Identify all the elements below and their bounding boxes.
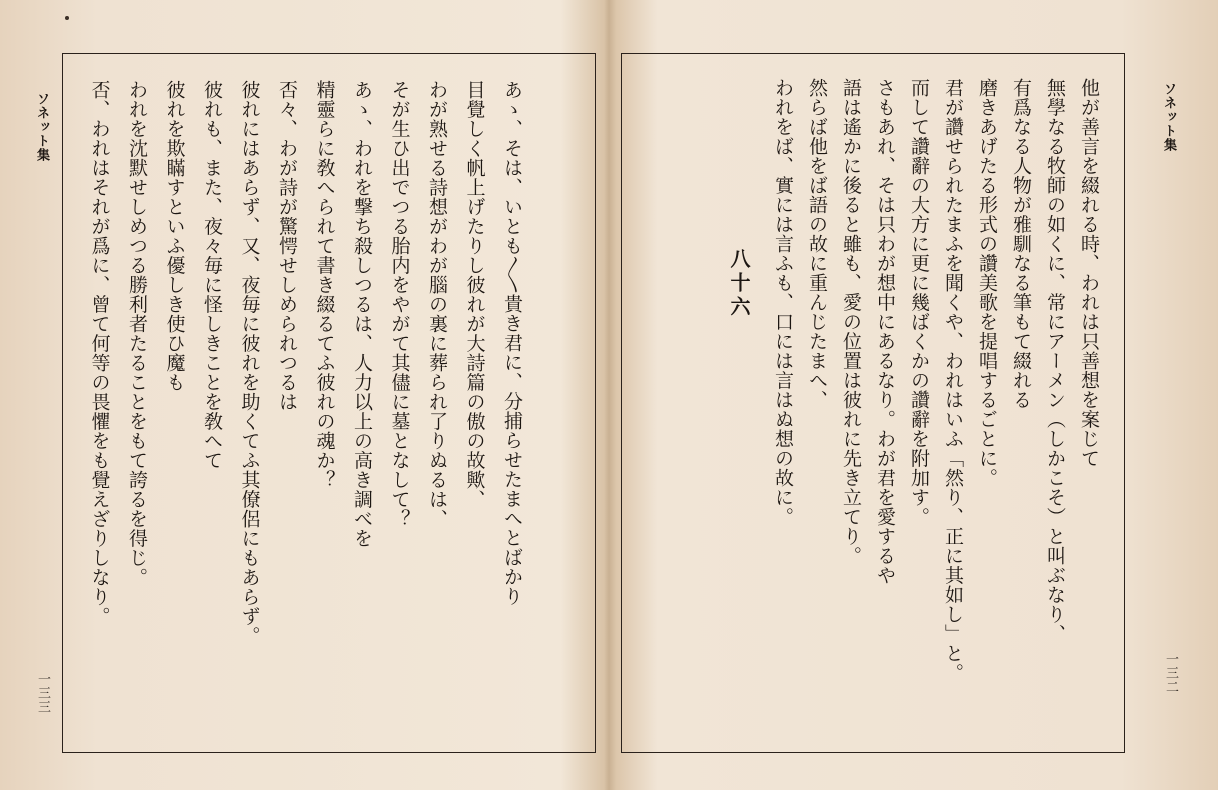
verse-line: 他が善言を綴れる時、われは只善想を案じて <box>1078 78 1100 468</box>
verse-line: われを沈默せしめつる勝利者たることをもて誇るを得じ。 <box>126 80 148 587</box>
verse-line: わが熟せる詩想がわが腦の裏に葬られ了りぬるは、 <box>426 80 448 529</box>
verse-line: 然らば他をば語の故に重んじたまへ、 <box>806 78 828 410</box>
verse-line: 君が讚せられたまふを聞くや、われはいふ「然り、正に其如し」と。 <box>942 78 964 683</box>
verse-line: 彼れを欺瞞すといふ優しき使ひ魔も <box>163 80 186 392</box>
verse-line: そが生ひ出でつる胎内をやがて其儘に墓となして？ <box>388 80 411 529</box>
verse-line: 否々、わが詩が驚愕せしめられつるは <box>276 80 298 412</box>
verse-line: 語は遙かに後ると雖も、愛の位置は彼れに先き立てり。 <box>840 78 862 566</box>
ink-speck <box>65 16 69 20</box>
verse-line: 彼れも、また、夜々毎に怪しきことを敎へて <box>201 80 223 470</box>
section-heading: 八十六 <box>727 248 751 320</box>
page-number: 一三二 <box>1163 652 1178 694</box>
verse-line: 精靈らに敎へられて書き綴るてふ彼れの魂か？ <box>313 80 336 490</box>
running-head: ソネット集 <box>1161 82 1176 152</box>
page-number: 一三三 <box>35 672 50 714</box>
verse-line: 彼れにはあらず、又、夜毎に彼れを助くてふ其僚侶にもあらず。 <box>238 80 261 646</box>
verse-line: われをば、實には言ふも、口には言はぬ想の故に。 <box>772 78 794 527</box>
running-head: ソネット集 <box>34 92 49 162</box>
verse-line: 目覺しく帆上げたりし彼れが大詩篇の傲の故歟、 <box>463 80 486 509</box>
verse-line: さもあれ、そは只わが想中にあるなり。わが君を愛するや <box>874 78 896 585</box>
verse-line: あゝ、そは、いとも〳〵貴き君に、分捕らせたまへとばかり <box>501 80 523 606</box>
verse-line: 有爲なる人物が雅馴なる筆もて綴れる <box>1010 78 1032 410</box>
verse-line: 無學なる牧師の如くに、常にアーメン（しかこそ）と叫ぶなり、 <box>1044 78 1066 644</box>
verse-line: 而して讚辭の大方に更に幾ばくかの讚辭を附加す。 <box>908 78 930 527</box>
verse-line: あゝ、われを撃ち殺しつるは、人力以上の高き調べを <box>351 80 373 548</box>
verse-line: 否、われはそれが爲に、曾て何等の畏懼をも覺えざりしなり。 <box>88 80 111 626</box>
verse-line: 磨きあげたる形式の讚美歌を提唱するごとに。 <box>976 78 998 488</box>
right-page <box>609 0 1218 790</box>
